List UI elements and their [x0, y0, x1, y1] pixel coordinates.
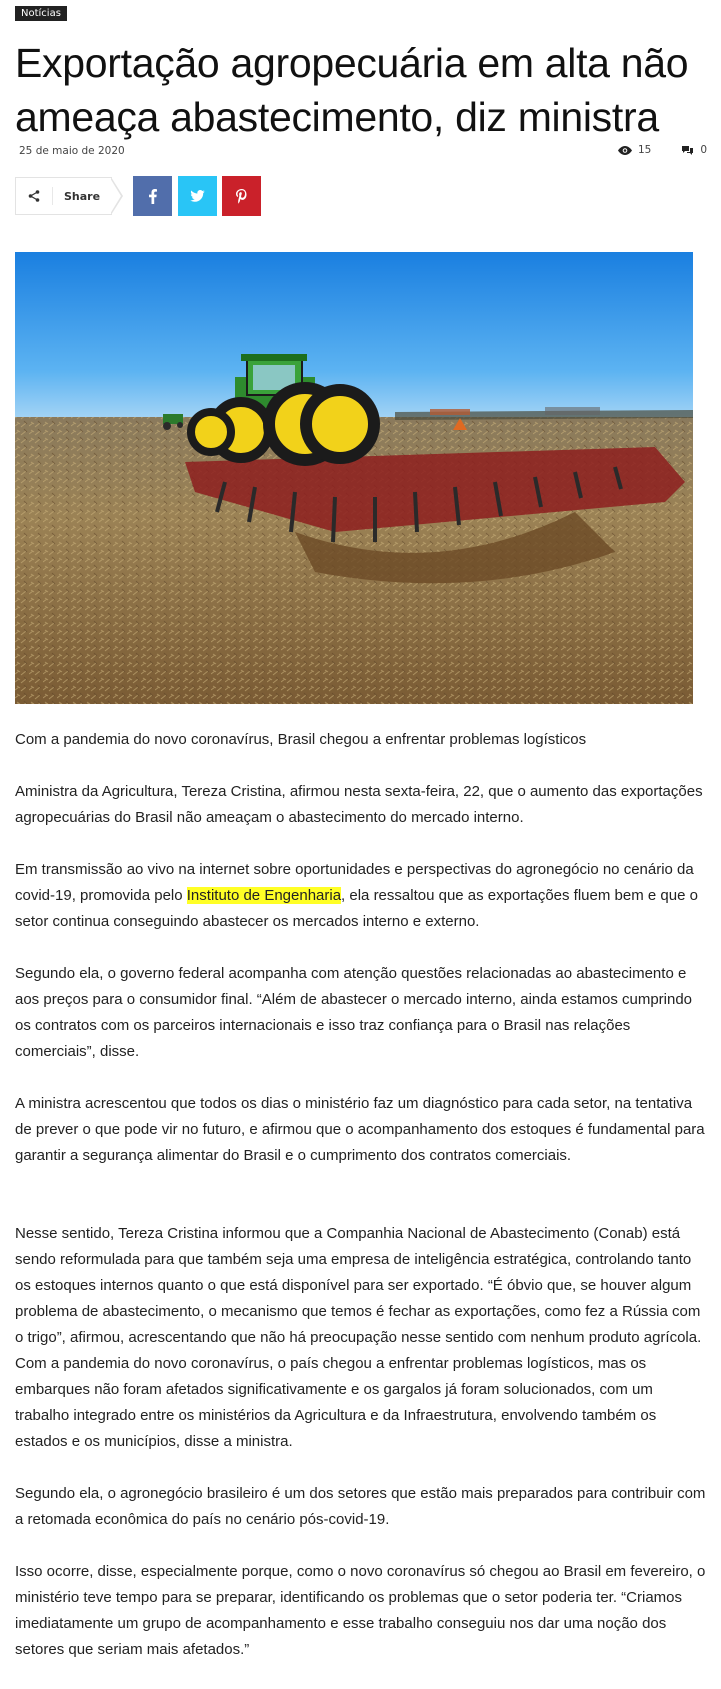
- pinterest-share-button[interactable]: [222, 176, 261, 216]
- views-value: 15: [637, 144, 652, 156]
- article-date: 25 de maio de 2020: [19, 145, 125, 157]
- views-count: [618, 144, 651, 156]
- article-stats: [618, 144, 707, 156]
- twitter-icon: [190, 190, 205, 202]
- comment-icon: [681, 145, 694, 155]
- share-arrow: [111, 177, 123, 215]
- article-paragraph: Nesse sentido, Tereza Cristina informou que a Companhia Nacional de Abastecimento (Conab) está sendo reformulada para que também seja uma empresa de inteligência estratégica, controlando tanto os estoques internos quanto o que está disponível para ser exportado. “É óbvio que, se houver algum problema de abastecimento, o mecanismo que temos é fechar as exportações, como fez a Rússia com o trigo”, afirmou, acrescentando que não há preocupação nesse sentido com nenhum produto agrícola. Com a pandemia do novo coronavírus, o país chegou a enfrentar problemas logísticos, mas os embarques não foram afetados significativamente e os gargalos já foram solucionados, com um trabalho integrado entre os ministérios da Agricultura e da Infraestrutura, envolvendo também os estados e os municípios, disse a ministra.: [15, 1225, 702, 1450]
- comments-count[interactable]: [681, 144, 707, 156]
- facebook-share-button[interactable]: [133, 176, 172, 216]
- article-paragraph: A ministra acrescentou que todos os dias o ministério faz um diagnóstico para cada setor, na tentativa de prever o que pode vir no futuro, e afirmou que o acompanhamento dos estoques é fundamental para garantir a segurança alimentar do Brasil e o cumprimento dos contratos comerciais.: [15, 1095, 705, 1164]
- article-body: [15, 727, 707, 1689]
- category-badge[interactable]: Notícias: [15, 6, 67, 21]
- article-paragraph: Segundo ela, o governo federal acompanha com atenção questões relacionadas ao abastecimento e aos preços para o consumidor final. “Além de abastecer o mercado interno, ainda estamos cumprindo os contratos com os parceiros internacionais e isso traz confiança para o Brasil nas relações comerciais”, disse.: [15, 965, 693, 1060]
- article-paragraph: Com a pandemia do novo coronavírus, Brasil chegou a enfrentar problemas logísticos: [15, 731, 587, 748]
- article-paragraph: Aministra da Agricultura, Tereza Cristina, afirmou nesta sexta-feira, 22, que o aumento das exportações agropecuárias do Brasil não ameaçam o abastecimento do mercado interno.: [15, 783, 703, 826]
- twitter-share-button[interactable]: [178, 176, 217, 216]
- instituto-engenharia-link[interactable]: Instituto de Engenharia: [186, 887, 342, 904]
- eye-icon: [618, 146, 632, 155]
- share-label: Share: [64, 189, 101, 203]
- article-paragraph: Isso ocorre, disse, especialmente porque, como o novo coronavírus só chegou ao Brasil em fevereiro, o ministério teve tempo para se preparar, identificando os problemas que o setor poderia ter. “Criamos imediatamente um grupo de acompanhamento e esse trabalho conseguiu nos dar uma noção dos setores que seriam mais afetados.”: [15, 1563, 706, 1658]
- article-paragraph: Segundo ela, o agronegócio brasileiro é um dos setores que estão mais preparados para contribuir com a retomada econômica do país no cenário pós-covid-19.: [15, 1485, 706, 1528]
- facebook-icon: [149, 189, 157, 204]
- share-button[interactable]: [15, 177, 112, 215]
- article-title: Exportação agropecuária em alta não ameaça abastecimento, diz ministra: [15, 40, 689, 140]
- share-icon: [16, 187, 53, 205]
- article-paragraph: [15, 857, 707, 935]
- paragraph-text: , ela ressaltou que as exportações fluem bem e que o setor continua conseguindo abastecer os mercados interno e externo.: [15, 887, 698, 930]
- article-hero-image: [15, 252, 693, 704]
- comments-value: 0: [700, 144, 707, 156]
- pinterest-icon: [236, 189, 247, 204]
- paragraph-text: Em transmissão ao vivo na internet sobre oportunidades e perspectivas do agronegócio no cenário da covid-19, promovida pelo: [15, 861, 694, 904]
